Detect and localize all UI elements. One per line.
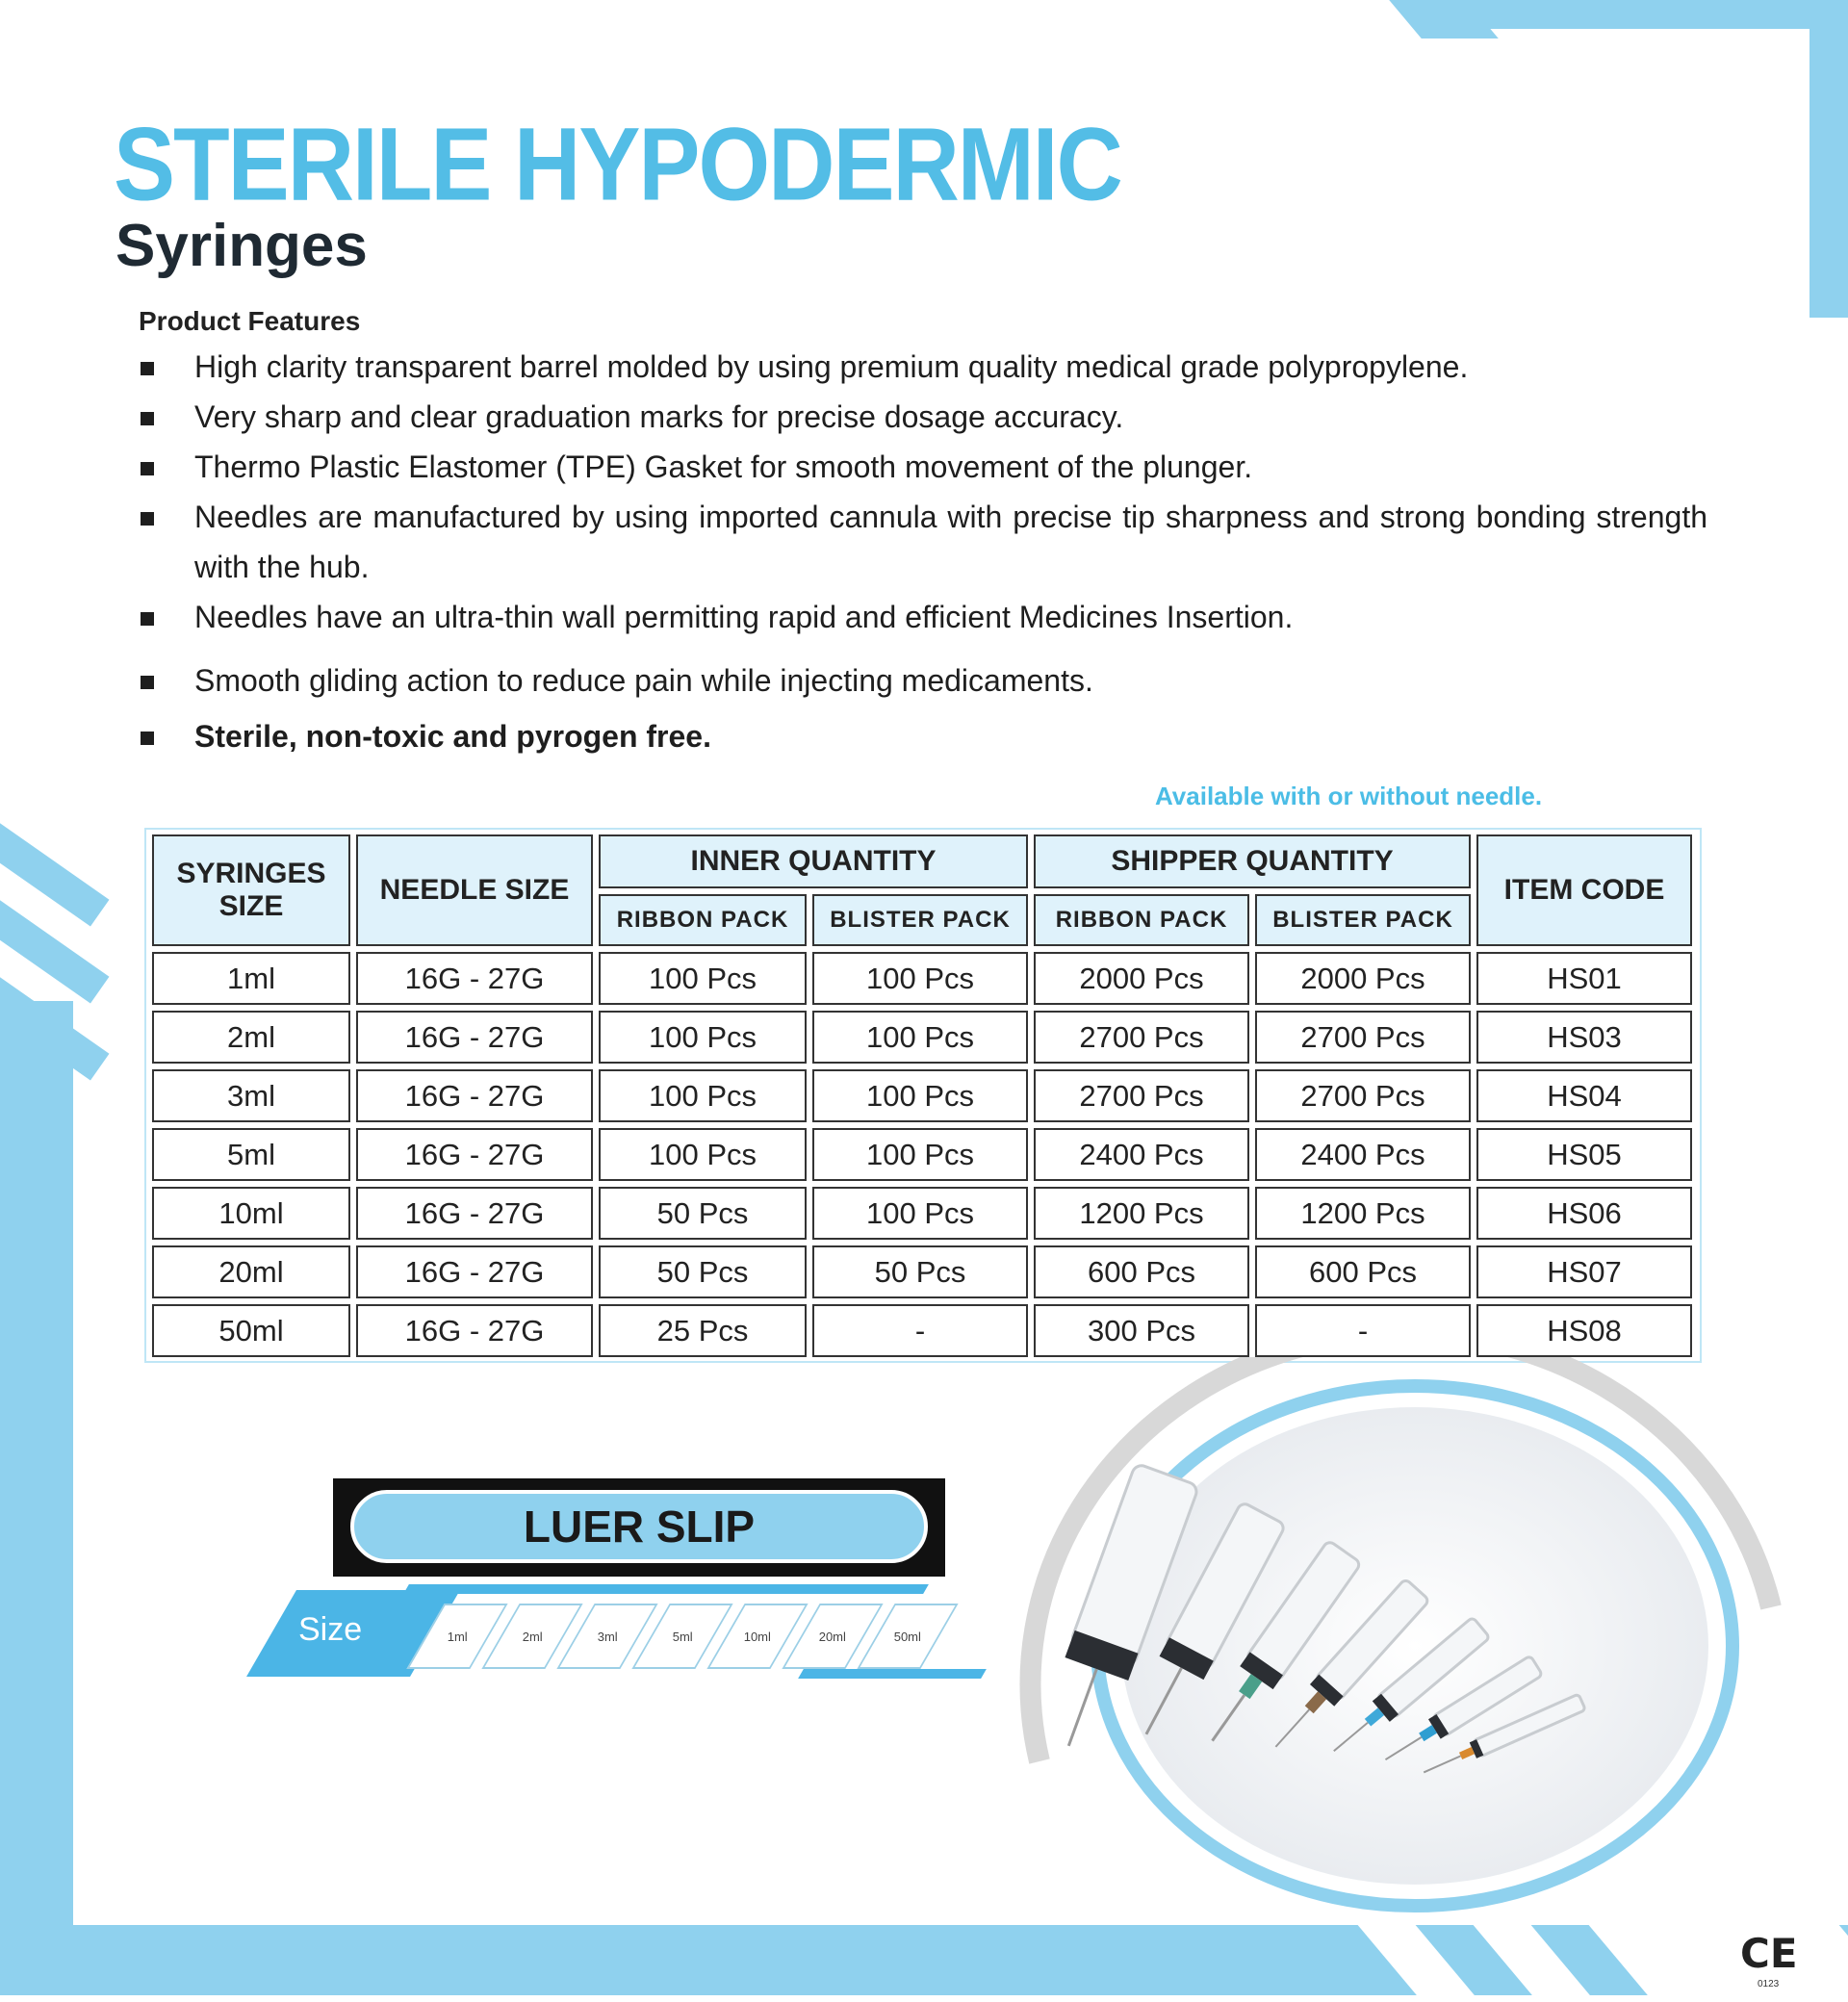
feature-text: Smooth gliding action to reduce pain while injecting medicaments. bbox=[194, 663, 1093, 698]
cell-shipper-blister: 1200 Pcs bbox=[1255, 1187, 1471, 1240]
feature-text: Needles have an ultra-thin wall permitting rapid and efficient Medicines Insertion. bbox=[194, 600, 1294, 634]
cell-shipper-ribbon: 300 Pcs bbox=[1034, 1304, 1249, 1357]
page-subtitle: Syringes bbox=[116, 213, 368, 279]
size-cell-label: 1ml bbox=[447, 1629, 468, 1644]
cell-item-code: HS01 bbox=[1476, 952, 1692, 1005]
cell-needle-size: 16G - 27G bbox=[356, 1304, 593, 1357]
square-bullet-icon bbox=[141, 462, 154, 475]
square-bullet-icon bbox=[141, 676, 154, 689]
cell-inner-ribbon: 100 Pcs bbox=[599, 1069, 807, 1122]
feature-item bbox=[139, 442, 1707, 492]
square-bullet-icon bbox=[141, 362, 154, 375]
cell-shipper-ribbon: 2400 Pcs bbox=[1034, 1128, 1249, 1181]
table-row bbox=[152, 1187, 1692, 1240]
ce-number: 0123 bbox=[1758, 1979, 1780, 1989]
ce-mark: CE bbox=[1740, 1930, 1798, 1977]
table-row bbox=[152, 1245, 1692, 1298]
size-label: Size bbox=[298, 1611, 363, 1648]
cell-syringe-size: 20ml bbox=[152, 1245, 350, 1298]
cell-needle-size: 16G - 27G bbox=[356, 1187, 593, 1240]
header-syringe-size: SYRINGES SIZE bbox=[152, 834, 350, 946]
features-heading: Product Features bbox=[139, 306, 361, 336]
cell-shipper-ribbon: 2700 Pcs bbox=[1034, 1069, 1249, 1122]
feature-item bbox=[139, 592, 1707, 642]
feature-text: Sterile, non-toxic and pyrogen free. bbox=[194, 719, 711, 754]
feature-item bbox=[139, 711, 1707, 761]
cell-needle-size: 16G - 27G bbox=[356, 1128, 593, 1181]
cell-syringe-size: 1ml bbox=[152, 952, 350, 1005]
feature-text: High clarity transparent barrel molded by using premium quality medical grade polypropylene. bbox=[194, 349, 1469, 384]
frame-left-bar bbox=[0, 1001, 73, 1995]
size-cell-label: 5ml bbox=[672, 1629, 693, 1644]
size-cell-label: 50ml bbox=[893, 1629, 922, 1644]
cell-shipper-blister: 2000 Pcs bbox=[1255, 952, 1471, 1005]
cell-syringe-size: 3ml bbox=[152, 1069, 350, 1122]
table-row bbox=[152, 1128, 1692, 1181]
feature-item bbox=[139, 655, 1707, 706]
cell-inner-blister: 100 Pcs bbox=[812, 1187, 1028, 1240]
feature-item bbox=[139, 342, 1707, 392]
cell-syringe-size: 2ml bbox=[152, 1011, 350, 1064]
table-row bbox=[152, 952, 1692, 1005]
size-strip-band bbox=[798, 1669, 987, 1679]
header-shipper-quantity: SHIPPER QUANTITY bbox=[1034, 834, 1471, 888]
square-bullet-icon bbox=[141, 732, 154, 745]
cell-shipper-ribbon: 600 Pcs bbox=[1034, 1245, 1249, 1298]
cell-inner-ribbon: 25 Pcs bbox=[599, 1304, 807, 1357]
cell-inner-blister: 100 Pcs bbox=[812, 1128, 1028, 1181]
size-strip-band bbox=[403, 1584, 929, 1594]
page-title: STERILE HYPODERMIC bbox=[114, 107, 1121, 223]
square-bullet-icon bbox=[141, 412, 154, 425]
cell-shipper-blister: 2400 Pcs bbox=[1255, 1128, 1471, 1181]
table-row bbox=[152, 1304, 1692, 1357]
header-needle-size: NEEDLE SIZE bbox=[356, 834, 593, 946]
cell-inner-blister: 50 Pcs bbox=[812, 1245, 1028, 1298]
header-inner-blister-pack: BLISTER PACK bbox=[812, 894, 1028, 946]
features-list bbox=[139, 342, 1707, 761]
cell-item-code: HS03 bbox=[1476, 1011, 1692, 1064]
cell-inner-ribbon: 100 Pcs bbox=[599, 1011, 807, 1064]
feature-text: Very sharp and clear graduation marks for precise dosage accuracy. bbox=[194, 399, 1124, 434]
size-cell-label: 2ml bbox=[522, 1629, 543, 1644]
cell-shipper-ribbon: 2000 Pcs bbox=[1034, 952, 1249, 1005]
cell-shipper-ribbon: 1200 Pcs bbox=[1034, 1187, 1249, 1240]
cell-inner-ribbon: 50 Pcs bbox=[599, 1187, 807, 1240]
size-strip bbox=[252, 1590, 984, 1677]
cell-item-code: HS07 bbox=[1476, 1245, 1692, 1298]
luer-slip-banner bbox=[333, 1478, 945, 1577]
cell-shipper-blister: - bbox=[1255, 1304, 1471, 1357]
header-shipper-ribbon-pack: RIBBON PACK bbox=[1034, 894, 1249, 946]
cell-syringe-size: 50ml bbox=[152, 1304, 350, 1357]
cell-inner-ribbon: 100 Pcs bbox=[599, 1128, 807, 1181]
cell-shipper-blister: 2700 Pcs bbox=[1255, 1011, 1471, 1064]
size-cell-label: 10ml bbox=[743, 1629, 772, 1644]
cell-needle-size: 16G - 27G bbox=[356, 1245, 593, 1298]
header-item-code: ITEM CODE bbox=[1476, 834, 1692, 946]
cell-item-code: HS04 bbox=[1476, 1069, 1692, 1122]
cell-inner-ribbon: 100 Pcs bbox=[599, 952, 807, 1005]
cell-needle-size: 16G - 27G bbox=[356, 1069, 593, 1122]
header-shipper-blister-pack: BLISTER PACK bbox=[1255, 894, 1471, 946]
cell-syringe-size: 10ml bbox=[152, 1187, 350, 1240]
table-row bbox=[152, 1069, 1692, 1122]
header-inner-quantity: INNER QUANTITY bbox=[599, 834, 1028, 888]
size-cell-label: 20ml bbox=[818, 1629, 847, 1644]
feature-text: Thermo Plastic Elastomer (TPE) Gasket for smooth movement of the plunger. bbox=[194, 449, 1253, 484]
cell-item-code: HS06 bbox=[1476, 1187, 1692, 1240]
square-bullet-icon bbox=[141, 612, 154, 626]
cell-inner-blister: 100 Pcs bbox=[812, 1069, 1028, 1122]
cell-item-code: HS08 bbox=[1476, 1304, 1692, 1357]
cell-shipper-blister: 2700 Pcs bbox=[1255, 1069, 1471, 1122]
availability-note: Available with or without needle. bbox=[1155, 782, 1543, 810]
table-row bbox=[152, 1011, 1692, 1064]
cell-syringe-size: 5ml bbox=[152, 1128, 350, 1181]
feature-item bbox=[139, 392, 1707, 442]
spec-table bbox=[146, 829, 1698, 1363]
square-bullet-icon bbox=[141, 512, 154, 526]
size-cell-label: 3ml bbox=[597, 1629, 618, 1644]
cell-inner-blister: 100 Pcs bbox=[812, 952, 1028, 1005]
syringes-product-photo bbox=[1001, 1357, 1800, 1925]
cell-needle-size: 16G - 27G bbox=[356, 1011, 593, 1064]
cell-inner-ribbon: 50 Pcs bbox=[599, 1245, 807, 1298]
cell-shipper-blister: 600 Pcs bbox=[1255, 1245, 1471, 1298]
cell-item-code: HS05 bbox=[1476, 1128, 1692, 1181]
spec-table-frame bbox=[144, 828, 1702, 1363]
cell-shipper-ribbon: 2700 Pcs bbox=[1034, 1011, 1249, 1064]
frame-right-bar bbox=[1810, 0, 1848, 318]
luer-slip-label: LUER SLIP bbox=[350, 1490, 928, 1563]
frame-top-band bbox=[1444, 0, 1848, 29]
feature-text: Needles are manufactured by using imported cannula with precise tip sharpness and strong bonding strength with the hub. bbox=[194, 500, 1707, 584]
cell-needle-size: 16G - 27G bbox=[356, 952, 593, 1005]
cell-inner-blister: 100 Pcs bbox=[812, 1011, 1028, 1064]
feature-item bbox=[139, 492, 1707, 592]
header-inner-ribbon-pack: RIBBON PACK bbox=[599, 894, 807, 946]
cell-inner-blister: - bbox=[812, 1304, 1028, 1357]
frame-left-stripe bbox=[0, 800, 109, 926]
